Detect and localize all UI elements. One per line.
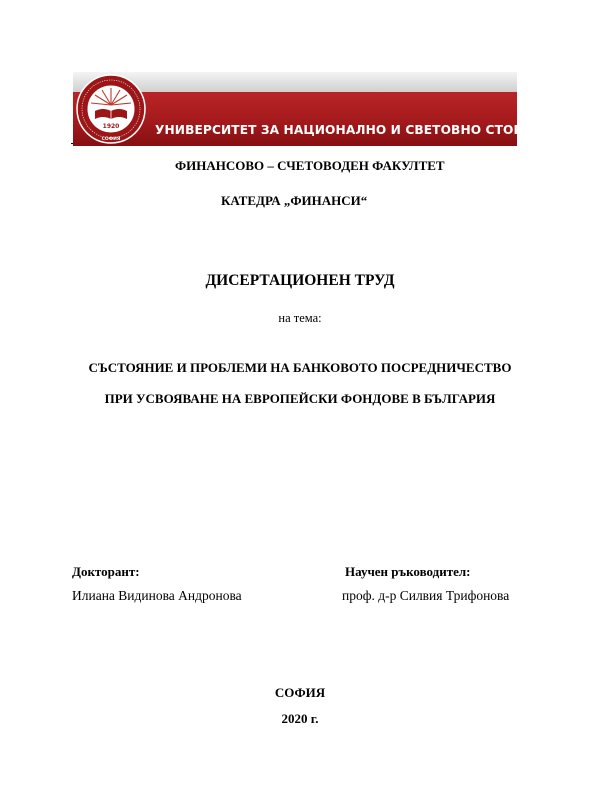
doctorant-name: Илиана Видинова Андронова xyxy=(72,588,242,603)
document-type-heading: ДИСЕРТАЦИОНЕН ТРУД xyxy=(205,272,395,289)
dissertation-title-line-1: СЪСТОЯНИЕ И ПРОБЛЕМИ НА БАНКОВОТО ПОСРЕДНИЧЕСТВО xyxy=(88,360,512,375)
university-banner xyxy=(73,72,581,146)
supervisor-name: проф. д-р Силвия Трифонова xyxy=(342,588,510,603)
supervisor-label: Научен ръководител: xyxy=(345,564,471,579)
faculty-name: ФИНАНСОВО – СЧЕТОВОДЕН ФАКУЛТЕТ xyxy=(175,158,445,173)
doctorant-label: Докторант: xyxy=(72,564,140,579)
city: СОФИЯ xyxy=(274,685,326,700)
university-seal-logo xyxy=(75,73,147,145)
department-name: КАТЕДРА „ФИНАНСИ“ xyxy=(221,193,368,208)
university-name: УНИВЕРСИТЕТ ЗА НАЦИОНАЛНО И СВЕТОВНО СТОПАНСТВО xyxy=(155,123,581,137)
seal-year: 1920 xyxy=(102,123,120,130)
topic-label: на тема: xyxy=(278,311,322,325)
seal-city: СОФИЯ xyxy=(101,137,121,142)
year: 2020 г. xyxy=(281,711,319,726)
dissertation-title-line-2: ПРИ УСВОЯВАНЕ НА ЕВРОПЕЙСКИ ФОНДОВЕ В БЪЛГАРИЯ xyxy=(104,391,496,406)
